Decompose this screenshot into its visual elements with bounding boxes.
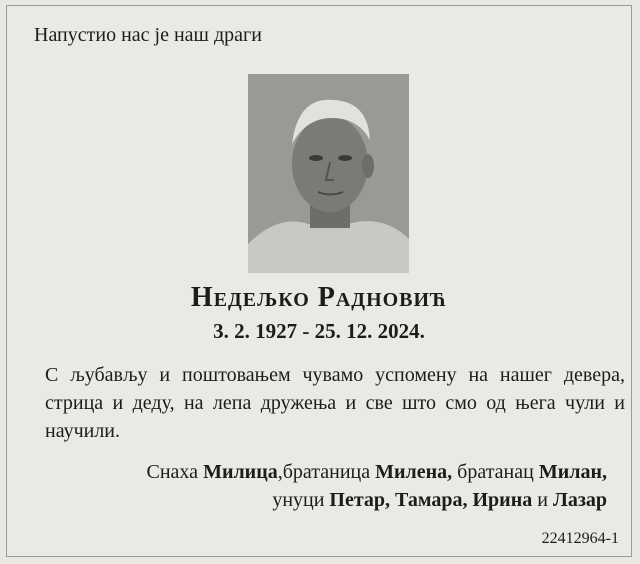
life-dates: 3. 2. 1927 - 25. 12. 2024. <box>213 319 425 343</box>
signer-name: Лазар <box>552 489 607 511</box>
relation: Снаха <box>146 461 204 483</box>
ad-code: 22412964-1 <box>541 530 619 547</box>
signer-name: Петар, <box>329 489 391 511</box>
relation: ,братаница <box>277 461 376 483</box>
message-text <box>45 361 625 445</box>
obituary-notice <box>6 5 632 557</box>
portrait-photo <box>248 74 409 273</box>
headline: Напустио нас је наш драги <box>34 24 262 46</box>
message-line: научили. <box>45 420 121 442</box>
conjunction: и <box>532 489 553 511</box>
message-line: С љубављу и поштовањем чувамо успомену на нашег девера, <box>45 364 625 386</box>
relation: унуци <box>272 489 330 511</box>
signers <box>147 458 607 514</box>
portrait-icon <box>248 74 409 273</box>
deceased-name: Недељко Радновић <box>190 282 448 313</box>
message-line: стрица и деду, на лепа дружења и све што смо од њега чули и <box>45 392 625 414</box>
relation: братанац <box>452 461 539 483</box>
signer-name: Тамара, <box>395 489 468 511</box>
signers-line <box>147 458 607 486</box>
signer-name: Милена, <box>375 461 453 483</box>
signer-name: Милан, <box>538 461 607 483</box>
signer-name: Милица <box>203 461 278 483</box>
signer-name: Ирина <box>472 489 533 511</box>
signers-line <box>147 486 607 514</box>
